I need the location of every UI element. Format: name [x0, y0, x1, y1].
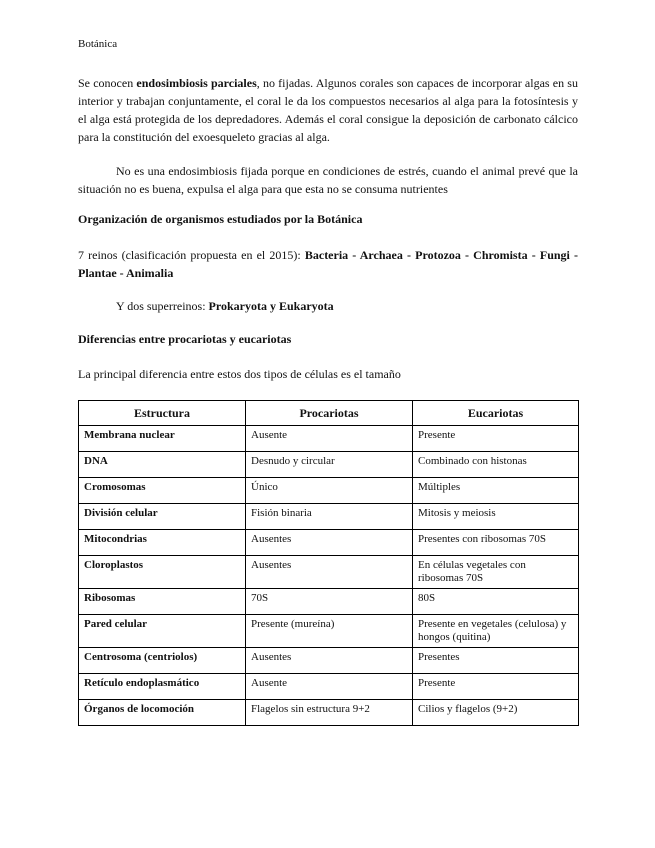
table-cell-eukaryote: Mitosis y meiosis [413, 504, 579, 530]
paragraph-estres: No es una endosimbiosis fijada porque en condiciones de estrés, cuando el animal prevé que la situación no es buena, expulsa el alga para que esta no se consuma nutrientes [78, 164, 578, 196]
paragraph-superreinos [78, 297, 578, 315]
table-cell-prokaryote: Ausente [246, 426, 413, 452]
paragraph-reinos [78, 246, 578, 282]
paragraph-text: Se conocen [78, 76, 137, 90]
table-cell-structure: Centrosoma (centriolos) [79, 648, 246, 674]
table-cell-prokaryote: Ausentes [246, 556, 413, 589]
paragraph-text: , no fijadas. Algunos corales son capaces de incorporar algas en su interior y trabajan conjuntamente, el coral le da los compuestos necesarios al alga para la fotosíntesis y el alga está protegida de los depredadores. Además el coral consigue la deposición de carbonato cálcico para la constitución del exoesqueleto gracias al alga. [78, 76, 578, 144]
table-row [79, 648, 579, 674]
table-cell-prokaryote: 70S [246, 589, 413, 615]
table-header-row [79, 401, 579, 426]
table-cell-eukaryote: 80S [413, 589, 579, 615]
table-cell-structure: Cloroplastos [79, 556, 246, 589]
table-cell-eukaryote: Presentes [413, 648, 579, 674]
table-row [79, 452, 579, 478]
table-cell-structure: División celular [79, 504, 246, 530]
table-cell-structure: Ribosomas [79, 589, 246, 615]
table-row [79, 530, 579, 556]
table-row [79, 674, 579, 700]
table-cell-eukaryote: Cilios y flagelos (9+2) [413, 700, 579, 726]
section-heading-organizacion: Organización de organismos estudiados por la Botánica [78, 212, 363, 226]
table-row [79, 504, 579, 530]
section-heading-diferencias: Diferencias entre procariotas y eucariotas [78, 332, 292, 346]
table-row [79, 700, 579, 726]
paragraph-text: Y dos superreinos: [116, 299, 209, 313]
page-header: Botánica [78, 38, 118, 50]
table-row [79, 615, 579, 648]
table-cell-prokaryote: Flagelos sin estructura 9+2 [246, 700, 413, 726]
table-cell-prokaryote: Ausentes [246, 530, 413, 556]
table-cell-structure: DNA [79, 452, 246, 478]
table-cell-prokaryote: Fisión binaria [246, 504, 413, 530]
table-row [79, 589, 579, 615]
table-cell-eukaryote: Combinado con histonas [413, 452, 579, 478]
table-row [79, 478, 579, 504]
table-row [79, 426, 579, 452]
table-cell-structure: Membrana nuclear [79, 426, 246, 452]
table-cell-prokaryote: Presente (mureína) [246, 615, 413, 648]
table-cell-eukaryote: En células vegetales con ribosomas 70S [413, 556, 579, 589]
table-cell-structure: Mitocondrias [79, 530, 246, 556]
table-cell-structure: Pared celular [79, 615, 246, 648]
column-header: Procariotas [246, 401, 413, 426]
paragraph-text: 7 reinos (clasificación propuesta en el 2015): [78, 248, 305, 262]
paragraph-endosimbiosis [78, 74, 578, 146]
comparison-table [78, 400, 579, 726]
table-cell-prokaryote: Ausente [246, 674, 413, 700]
table-cell-prokaryote: Desnudo y circular [246, 452, 413, 478]
table-cell-eukaryote: Múltiples [413, 478, 579, 504]
table-cell-eukaryote: Presentes con ribosomas 70S [413, 530, 579, 556]
bold-superkingdoms: Prokaryota y Eukaryota [208, 299, 334, 313]
table-cell-structure: Retículo endoplasmático [79, 674, 246, 700]
table-cell-eukaryote: Presente [413, 426, 579, 452]
paragraph-tamano: La principal diferencia entre estos dos tipos de células es el tamaño [78, 367, 401, 381]
bold-kingdoms: Bacteria - Archaea - Protozoa - Chromista - Fungi - Plantae - Animalia [78, 248, 578, 280]
table-cell-eukaryote: Presente [413, 674, 579, 700]
table-cell-prokaryote: Ausentes [246, 648, 413, 674]
table-cell-eukaryote: Presente en vegetales (celulosa) y hongos (quitina) [413, 615, 579, 648]
table-cell-structure: Cromosomas [79, 478, 246, 504]
column-header: Estructura [79, 401, 246, 426]
column-header: Eucariotas [413, 401, 579, 426]
table-cell-structure: Órganos de locomoción [79, 700, 246, 726]
table-cell-prokaryote: Único [246, 478, 413, 504]
bold-term: endosimbiosis parciales [136, 76, 257, 90]
table-row [79, 556, 579, 589]
